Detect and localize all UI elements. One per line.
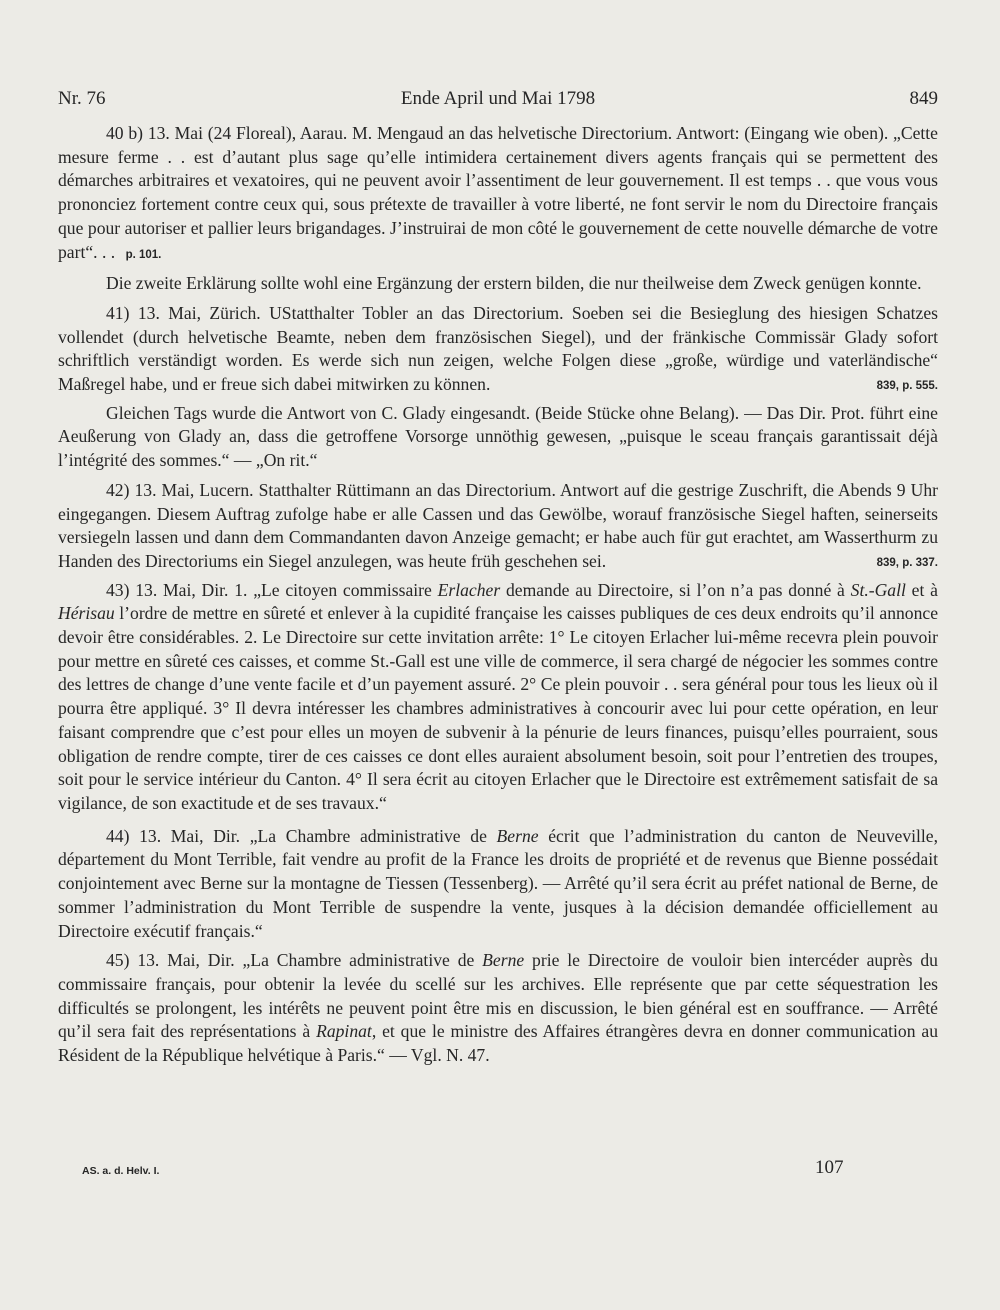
- entry-43: 43) 13. Mai, Dir. 1. „Le citoyen commissaire Erlacher demande au Directoire, si l’on n’a pas donné à St.-Gall et à Hérisau l’ordre de mettre en sûreté et enlever à la cupidité française les caisses publiques de ces deux endroits qu’il annonce devoir être considérables. 2. Le Directoire sur cette invitation arrête: 1° Le citoyen Erlacher lui-même recevra plein pouvoir pour mettre en sûreté ces caisses, et comme St.-Gall est une ville de commerce, il sera chargé de négocier les sommes contre des lettres de change d’une vente facile et d’un payement assuré. 2° Ce plein pouvoir . . sera général pour tous les lieux où il pourra être appliqué. 3° Il devra intéresser les chambres administratives à concourir avec lui pour cette opération, en leur faisant comprendre que c’est pour elles un moyen de subvenir à la pénurie de leurs finances, puisqu’elles pourraient, sous obligation de rendre compte, tirer de ces caisses ce dont elles auraient absolument besoin, soit pour l’entretien des troupes, soit pour le service intérieur du Canton. 4° Il sera écrit au citoyen Erlacher que le Directoire est extrêmement satisfait de sa vigilance, de son exactitude et de ses travaux.“: [58, 579, 938, 813]
- sheet-number: 107: [815, 1157, 844, 1178]
- place-name: Hérisau: [58, 603, 115, 624]
- person-name: Erlacher: [437, 579, 501, 600]
- archive-reference: 839, p. 337.: [876, 556, 938, 569]
- page-body: [58, 122, 938, 1074]
- entry-41: 41) 13. Mai, Zürich. UStatthalter Tobler an das Directorium. Soeben sei die Besieglung des hiesigen Schatzes vollendet (durch helvetische Beamte, neben dem französischen Siegel), und der fränkische Commissär Glady sofort schriftlich verständigt worden. Es werde sich nun zeigen, welche Folgen diese „große, würdige und vaterländische“ Maßregel habe, und er freue sich dabei mitwirken zu können. 839, p. 555.: [58, 302, 938, 397]
- place-name: Berne: [496, 825, 539, 846]
- archive-reference: 839, p. 555.: [876, 380, 938, 393]
- entry-45: 45) 13. Mai, Dir. „La Chambre administrative de Berne prie le Directoire de vouloir bien intercéder auprès du commissaire français, pour obtenir la levée du scellé sur les archives. Elle représente que par cette séquestration les difficultés se prolongent, les intérêts ne peuvent point être mis en discussion, le bien général est en souffrance. — Arrêté qu’il sera fait des représentations à Rapinat, et que le ministre des Affaires étrangères devra en donner communication au Résident de la République helvétique à Paris.“ — Vgl. N. 47.: [58, 950, 938, 1066]
- header-date-range: Ende April und Mai 1798: [400, 88, 596, 109]
- page-number: 849: [909, 88, 938, 109]
- person-name: Rapinat: [316, 1021, 372, 1042]
- commentary-paragraph: Gleichen Tags wurde die Antwort von C. Glady eingesandt. (Beide Stücke ohne Belang). — Das Dir. Prot. führt eine Aeußerung von Glady an, dass die getroffene Vorsorge unnöthig gewesen, „puisque le sceau français garantissait déjà l’intégrité des sommes.“ — „On rit.“: [58, 402, 938, 471]
- entry-44: 44) 13. Mai, Dir. „La Chambre administrative de Berne écrit que l’administration du canton de Neuveville, département du Mont Terrible, fait vendre au profit de la France les droits de propriété et de revenus que Bienne possédait conjointement avec Berne sur la montagne de Tiessen (Tessenberg). — Arrêté qu’il sera écrit au préfet national de Berne, de sommer l’administration du Mont Terrible de suspendre la vente, jusques à la décision demandée officiellement au Directoire exécutif français.“: [58, 825, 938, 941]
- page-footer: [82, 1157, 882, 1187]
- place-name: Berne: [482, 950, 525, 971]
- commentary-paragraph: Die zweite Erklärung sollte wohl eine Ergänzung der erstern bilden, die nur theilweise dem Zweck genügen konnte.: [106, 273, 922, 294]
- archive-reference: p. 101.: [125, 248, 162, 261]
- signature-mark: AS. a. d. Helv. I.: [82, 1165, 160, 1177]
- document-number: Nr. 76: [58, 88, 106, 109]
- entry-40b: 40 b) 13. Mai (24 Floreal), Aarau. M. Mengaud an das helvetische Directorium. Antwort: (Eingang wie oben). „Cette mesure ferme . . est d’autant plus sage qu’elle intimidera certainement divers agents français qui se permettent des démarches arbitraires et vexatoires, qui ne peuvent avoir l’assentiment de leur gouvernement. Il est temps . . que vous vous prononciez fortement contre ceux qui, sous prétexte de travailler à votre liberté, ne font servir le nom du Directoire français que pour autoriser et pallier leurs brigandages. J’instruirai de mon côté le gouvernement de cette nouvelle démarche de votre part“. . . p. 101.: [58, 123, 938, 262]
- running-header: [58, 88, 938, 114]
- entry-42: 42) 13. Mai, Lucern. Statthalter Rüttimann an das Directorium. Antwort auf die gestrige Zuschrift, die Abends 9 Uhr eingegangen. Diesem Auftrag zufolge habe er alle Cassen und das Gewölbe, worauf französische Siegel haften, seinerseits versiegeln lassen und dann dem Commandanten davon Anzeige gemacht; er habe auch für gut erachtet, am Wasserthurm zu Handen des Directoriums ein Siegel anzulegen, was heute früh geschehen sei. 839, p. 337.: [58, 479, 938, 574]
- place-name: St.-Gall: [850, 579, 906, 600]
